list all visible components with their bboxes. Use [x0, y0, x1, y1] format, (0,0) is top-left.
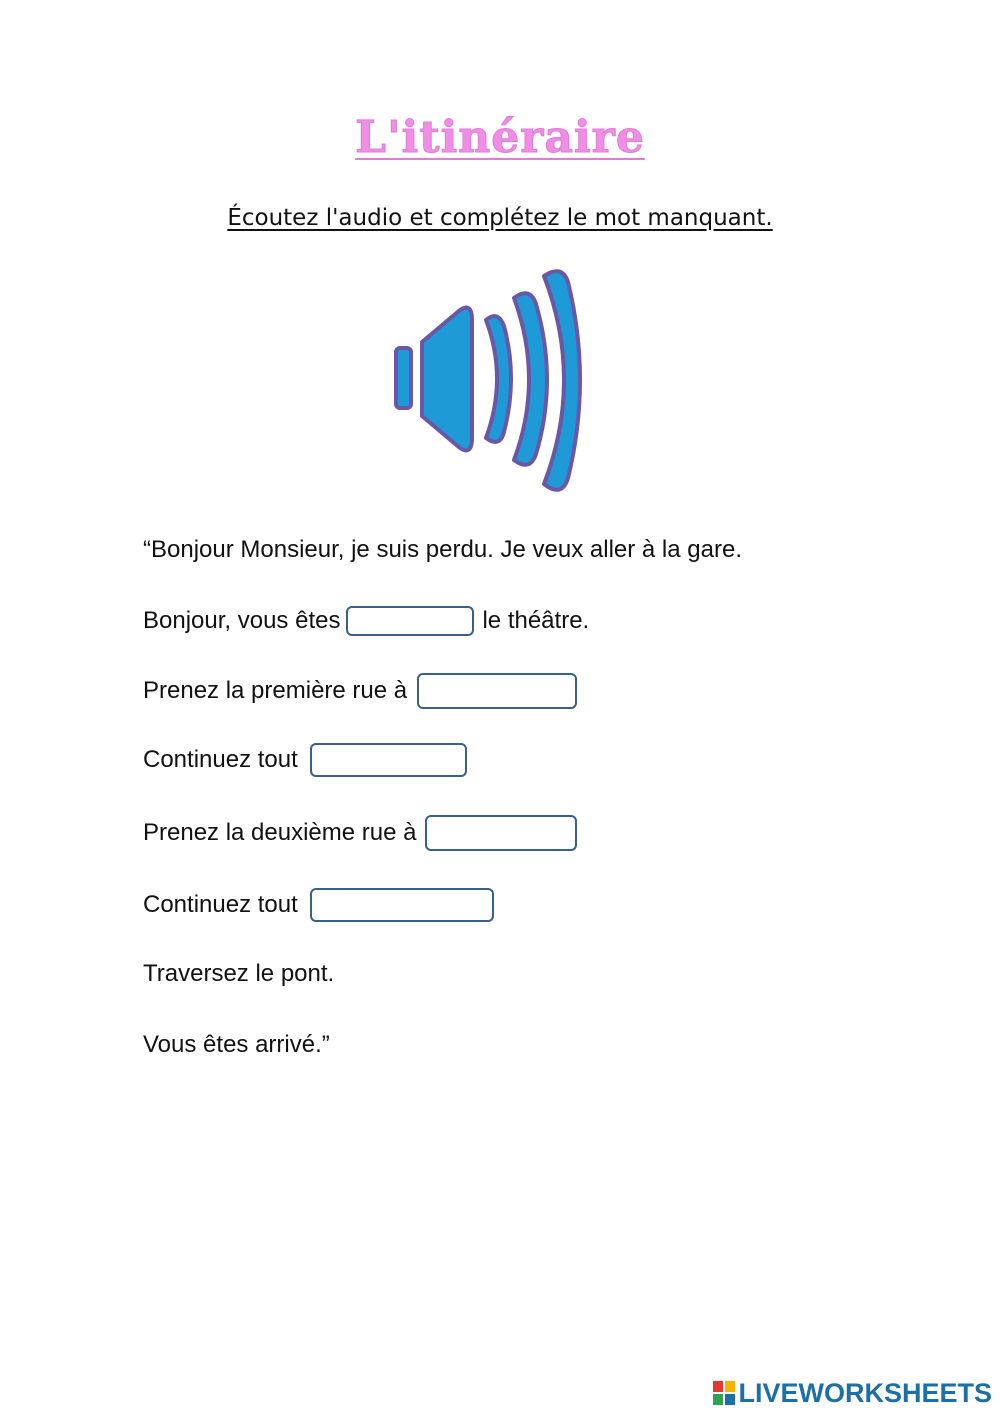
answer-blank-5[interactable] — [310, 888, 494, 922]
answer-blank-1[interactable] — [346, 606, 474, 636]
line-text: Vous êtes arrivé.” — [143, 1031, 330, 1058]
text-line-5 — [143, 815, 577, 851]
text-line-2 — [143, 604, 589, 638]
line-text: Continuez tout — [143, 746, 298, 773]
text-line-6 — [143, 888, 494, 922]
line-text: Prenez la deuxième rue à — [143, 819, 417, 846]
line-text: Prenez la première rue à — [143, 677, 408, 704]
answer-blank-2[interactable] — [417, 673, 577, 709]
answer-blank-4[interactable] — [425, 815, 577, 851]
text-line-1 — [143, 533, 742, 567]
liveworksheets-logo-icon — [713, 1381, 735, 1405]
line-text: Traversez le pont. — [143, 960, 335, 987]
text-line-3 — [143, 673, 577, 709]
answer-blank-3[interactable] — [310, 743, 467, 777]
speaker-icon[interactable] — [388, 262, 598, 502]
text-line-8 — [143, 1028, 330, 1062]
line-text-after: le théâtre. — [482, 607, 590, 634]
page-title: L'itinéraire — [355, 112, 645, 163]
instruction-text: Écoutez l'audio et complétez le mot manquant. — [227, 205, 773, 231]
line-text: Continuez tout — [143, 891, 298, 918]
brand-name: LIVEWORKSHEETS — [738, 1377, 992, 1408]
text-line-4 — [143, 743, 467, 777]
line-text: Bonjour, vous êtes — [143, 607, 341, 634]
liveworksheets-brand[interactable] — [713, 1377, 992, 1409]
line-text: “Bonjour Monsieur, je suis perdu. Je veux aller à la gare. — [143, 536, 742, 563]
text-line-7 — [143, 957, 334, 991]
